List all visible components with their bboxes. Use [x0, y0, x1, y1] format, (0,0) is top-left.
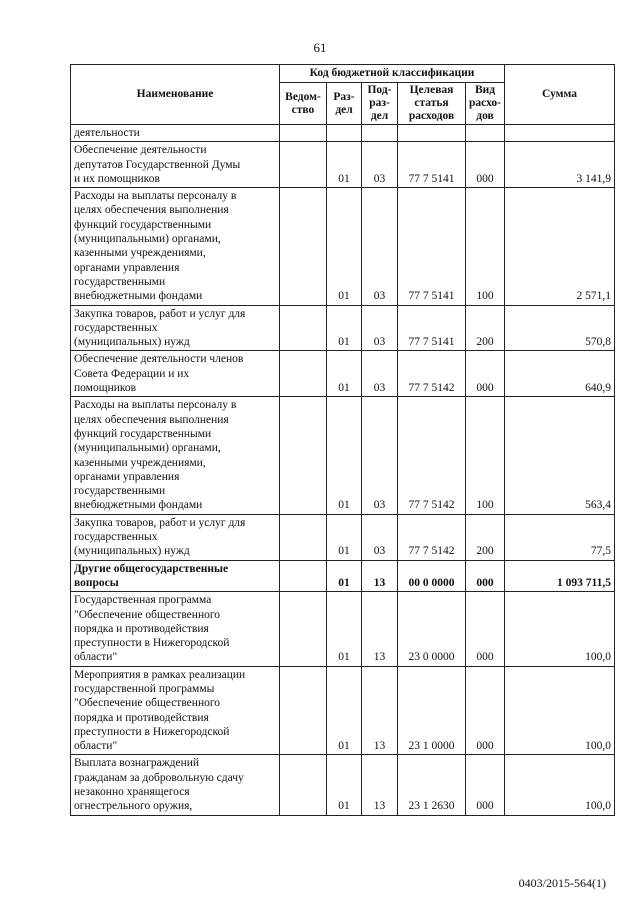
row-name-line: "Обеспечение общественного [74, 608, 221, 621]
row-vedomstvo [280, 514, 327, 560]
row-name [71, 514, 280, 560]
row-tselevaya: 77 7 5141 [398, 142, 466, 188]
row-vedomstvo [280, 188, 327, 305]
header-podrazdel [362, 83, 398, 125]
row-vedomstvo [280, 397, 327, 514]
row-name-line: "Обеспечение общественного [74, 697, 221, 710]
row-podrazdel: 13 [362, 755, 398, 815]
table-row [71, 755, 615, 815]
header-tselevaya-line: расходов [408, 110, 455, 122]
header-vedomstvo [280, 83, 327, 125]
row-vedomstvo [280, 305, 327, 351]
row-vid: 000 [466, 666, 505, 755]
row-summa [505, 125, 615, 142]
row-razdel: 01 [327, 592, 362, 666]
row-tselevaya: 77 7 5142 [398, 397, 466, 514]
row-vid: 000 [466, 142, 505, 188]
header-podrazdel-line: раз- [369, 97, 390, 109]
row-tselevaya: 77 7 5141 [398, 188, 466, 305]
header-razdel-line: Раз- [333, 90, 355, 103]
table-row [71, 351, 615, 397]
row-name-line: Совета Федерации и их [74, 367, 190, 380]
row-name [71, 560, 280, 592]
row-name [71, 397, 280, 514]
header-vid-line: расхо- [469, 97, 502, 109]
row-summa: 100,0 [505, 592, 615, 666]
row-vid: 000 [466, 755, 505, 815]
row-vedomstvo [280, 560, 327, 592]
row-name-line: вопросы [74, 576, 119, 589]
row-razdel: 01 [327, 397, 362, 514]
table-row [71, 142, 615, 188]
row-name-line: (муниципальными) органами, [74, 233, 221, 246]
header-row-top [71, 65, 615, 83]
row-vid: 000 [466, 351, 505, 397]
row-name-line: (муниципальными) органами, [74, 442, 221, 455]
header-name: Наименование [71, 65, 280, 125]
row-name-line: Расходы на выплаты персоналу в [74, 399, 237, 412]
row-tselevaya: 77 7 5142 [398, 514, 466, 560]
row-summa: 1 093 711,5 [505, 560, 615, 592]
row-name-line: помощников [74, 382, 137, 395]
row-podrazdel [362, 125, 398, 142]
row-podrazdel: 03 [362, 142, 398, 188]
row-tselevaya: 23 1 0000 [398, 666, 466, 755]
row-name-line: органами управления [74, 261, 180, 274]
header-code-group: Код бюджетной классификации [280, 65, 505, 83]
row-name-line: (муниципальных) нужд [74, 336, 190, 349]
row-name [71, 351, 280, 397]
row-vedomstvo [280, 666, 327, 755]
row-razdel [327, 125, 362, 142]
row-razdel: 01 [327, 142, 362, 188]
header-vedomstvo-line: ство [291, 103, 315, 116]
row-name-line: порядка и противодействия [74, 711, 209, 724]
row-name-line: государственной программы [74, 682, 215, 695]
row-vid: 100 [466, 188, 505, 305]
table-body [71, 125, 615, 816]
row-vid [466, 125, 505, 142]
row-name [71, 125, 280, 142]
row-name-line: области" [74, 651, 118, 664]
row-podrazdel: 03 [362, 397, 398, 514]
header-vedomstvo-line: Ведом- [285, 90, 321, 103]
row-summa: 77,5 [505, 514, 615, 560]
row-podrazdel: 13 [362, 560, 398, 592]
row-tselevaya: 00 0 0000 [398, 560, 466, 592]
table-row [71, 125, 615, 142]
row-name-line: преступности в Нижегородской [74, 637, 230, 650]
row-name [71, 666, 280, 755]
row-name-line: Мероприятия в рамках реализации [74, 668, 246, 681]
row-name-line: Выплата вознаграждений [74, 757, 200, 770]
table-row [71, 188, 615, 305]
row-podrazdel: 03 [362, 305, 398, 351]
table-row [71, 514, 615, 560]
row-razdel: 01 [327, 188, 362, 305]
row-summa: 3 141,9 [505, 142, 615, 188]
row-podrazdel: 03 [362, 514, 398, 560]
header-razdel [327, 83, 362, 125]
row-name-line: Расходы на выплаты персоналу в [74, 190, 237, 203]
row-vedomstvo [280, 592, 327, 666]
row-name-line: Другие общегосударственные [74, 562, 229, 575]
row-name-line: внебюджетными фондами [74, 499, 203, 512]
row-name-line: внебюджетными фондами [74, 290, 203, 303]
row-razdel: 01 [327, 666, 362, 755]
row-name-line: казенными учреждениями, [74, 247, 206, 260]
row-name-line: государственных [74, 531, 158, 544]
row-name [71, 755, 280, 815]
row-podrazdel: 03 [362, 351, 398, 397]
row-summa: 2 571,1 [505, 188, 615, 305]
row-name-line: функций государственными [74, 218, 212, 231]
row-summa: 100,0 [505, 755, 615, 815]
row-tselevaya: 23 0 0000 [398, 592, 466, 666]
row-vedomstvo [280, 142, 327, 188]
row-name-line: Закупка товаров, работ и услуг для [74, 307, 246, 320]
row-summa: 563,4 [505, 397, 615, 514]
row-name-line: области" [74, 740, 118, 753]
row-name-line: и их помощников [74, 172, 160, 185]
row-summa: 570,8 [505, 305, 615, 351]
row-vid: 000 [466, 592, 505, 666]
row-summa: 640,9 [505, 351, 615, 397]
table-row [71, 305, 615, 351]
row-tselevaya: 77 7 5142 [398, 351, 466, 397]
row-tselevaya: 77 7 5141 [398, 305, 466, 351]
row-name [71, 188, 280, 305]
header-podrazdel-line: Под- [367, 84, 392, 96]
row-podrazdel: 13 [362, 666, 398, 755]
header-vid [466, 83, 505, 125]
table-row [71, 397, 615, 514]
row-name-line: казенными учреждениями, [74, 456, 206, 469]
row-name [71, 142, 280, 188]
page-number: 61 [313, 40, 327, 55]
row-tselevaya: 23 1 2630 [398, 755, 466, 815]
row-name-line: Государственная программа [74, 594, 212, 607]
row-name-line: государственными [74, 275, 166, 288]
row-razdel: 01 [327, 560, 362, 592]
row-razdel: 01 [327, 514, 362, 560]
header-tselevaya [398, 83, 466, 125]
row-name-line: огнестрельного оружия, [74, 800, 193, 813]
row-name-line: целях обеспечения выполнения [74, 204, 229, 217]
header-podrazdel-line: дел [370, 110, 389, 122]
row-razdel: 01 [327, 305, 362, 351]
header-summa: Сумма [505, 65, 615, 125]
row-vid: 000 [466, 560, 505, 592]
row-razdel: 01 [327, 351, 362, 397]
row-name-line: органами управления [74, 470, 180, 483]
budget-table [70, 64, 615, 816]
table-row [71, 666, 615, 755]
row-name [71, 592, 280, 666]
row-vid: 100 [466, 397, 505, 514]
row-vedomstvo [280, 755, 327, 815]
row-razdel: 01 [327, 755, 362, 815]
row-name-line: незаконно хранящегося [74, 786, 190, 799]
row-vedomstvo [280, 125, 327, 142]
row-name-line: гражданам за добровольную сдачу [74, 771, 244, 784]
row-vid: 200 [466, 305, 505, 351]
footer-document-code: 0403/2015-564(1) [518, 876, 606, 890]
row-name-line: (муниципальных) нужд [74, 545, 190, 558]
row-name-line: функций государственными [74, 427, 212, 440]
header-vid-line: дов [476, 110, 494, 122]
row-summa: 100,0 [505, 666, 615, 755]
row-podrazdel: 03 [362, 188, 398, 305]
row-tselevaya [398, 125, 466, 142]
header-tselevaya-line: статья [414, 97, 449, 109]
header-razdel-line: дел [335, 103, 353, 116]
row-podrazdel: 13 [362, 592, 398, 666]
table-row [71, 592, 615, 666]
table-row [71, 560, 615, 592]
row-name-line: преступности в Нижегородской [74, 725, 230, 738]
row-name-line: целях обеспечения выполнения [74, 413, 229, 426]
row-name-line: Обеспечение деятельности [74, 144, 207, 157]
row-name-line: деятельности [74, 127, 140, 139]
row-name-line: Закупка товаров, работ и услуг для [74, 516, 246, 529]
row-name-line: депутатов Государственной Думы [74, 158, 241, 171]
row-name-line: государственными [74, 485, 166, 498]
row-vedomstvo [280, 351, 327, 397]
row-name-line: государственных [74, 321, 158, 334]
header-tselevaya-line: Целевая [409, 84, 454, 96]
row-vid: 200 [466, 514, 505, 560]
row-name [71, 305, 280, 351]
row-name-line: Обеспечение деятельности членов [74, 353, 244, 366]
row-name-line: порядка и противодействия [74, 622, 209, 635]
header-vid-line: Вид [474, 84, 496, 96]
